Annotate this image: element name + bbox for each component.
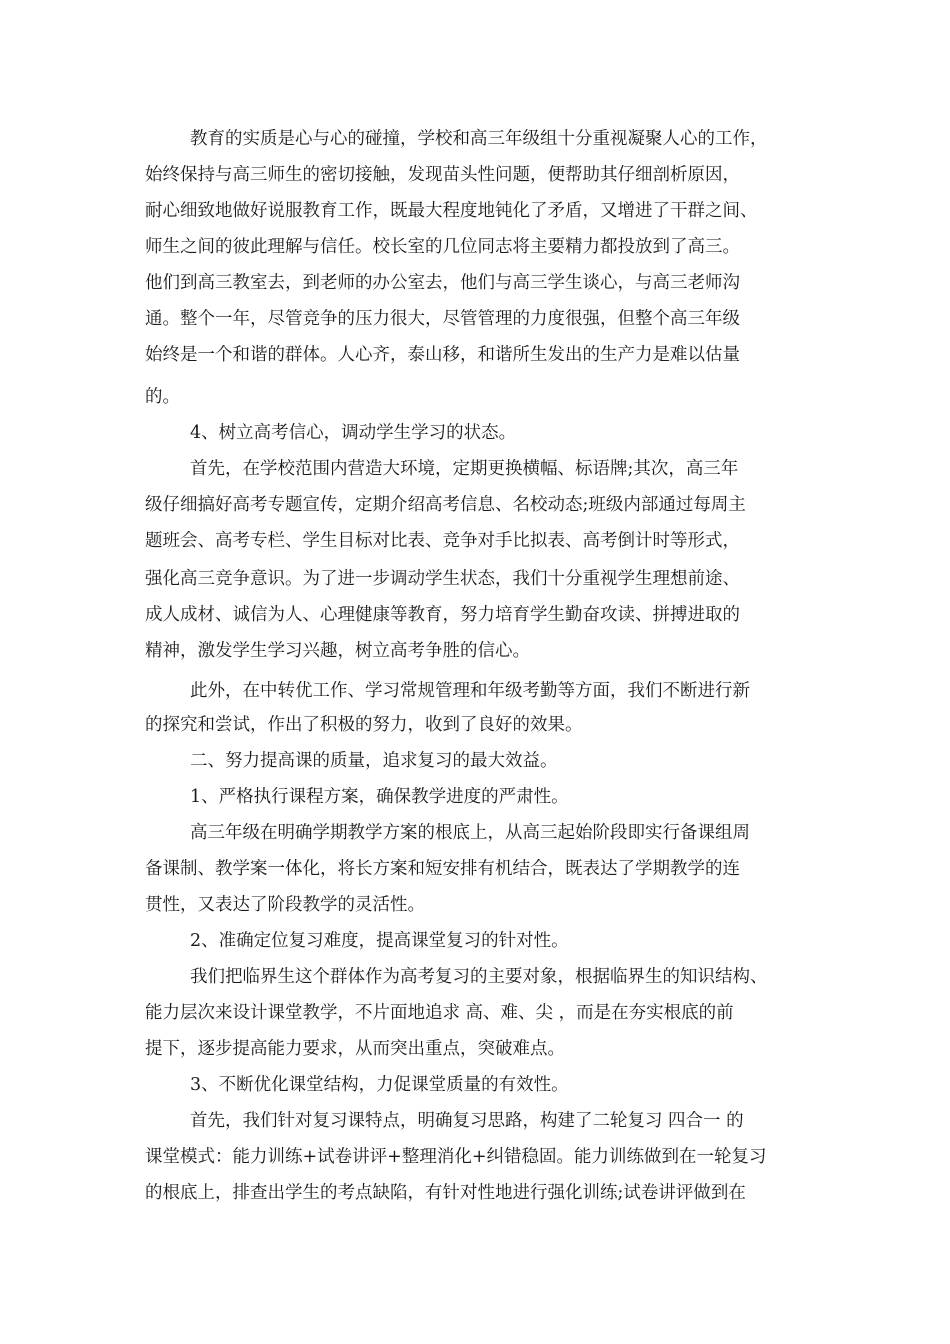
text-line: 强化高三竞争意识。为了进一步调动学生状态，我们十分重视学生理想前途、 bbox=[145, 569, 740, 589]
text-line: 此外，在中转优工作、学习常规管理和年级考勤等方面，我们不断进行新 bbox=[190, 681, 750, 701]
text-line: 始终是一个和谐的群体。人心齐，泰山移，和谐所生发出的生产力是难以估量 bbox=[145, 345, 740, 365]
text-line: 的探究和尝试，作出了积极的努力，收到了良好的效果。 bbox=[145, 715, 583, 735]
text-line: 题班会、高考专栏、学生目标对比表、竞争对手比拟表、高考倒计时等形式， bbox=[145, 531, 740, 551]
text-line: 提下，逐步提高能力要求，从而突出重点，突破难点。 bbox=[145, 1039, 565, 1059]
text-line: 备课制、教学案一体化，将长方案和短安排有机结合，既表达了学期教学的连 bbox=[145, 859, 740, 879]
text-line: 首先，在学校范围内营造大环境，定期更换横幅、标语牌;其次，高三年 bbox=[190, 459, 739, 479]
text-line: 贯性，又表达了阶段教学的灵活性。 bbox=[145, 895, 425, 915]
text-line: 高三年级在明确学期教学方案的根底上，从高三起始阶段即实行备课组周 bbox=[190, 823, 750, 843]
text-line: 我们把临界生这个群体作为高考复习的主要对象，根据临界生的知识结构、 bbox=[190, 967, 768, 987]
text-line: 通。整个一年，尽管竞争的压力很大，尽管管理的力度很强，但整个高三年级 bbox=[145, 309, 740, 329]
text-line: 课堂模式：能力训练+试卷讲评+整理消化+纠错稳固。能力训练做到在一轮复习 bbox=[145, 1147, 767, 1167]
text-line: 始终保持与高三师生的密切接触，发现苗头性问题，便帮助其仔细剖析原因， bbox=[145, 165, 740, 185]
text-line: 师生之间的彼此理解与信任。校长室的几位同志将主要精力都投放到了高三。 bbox=[145, 237, 740, 257]
text-line: 的根底上，排查出学生的考点缺陷，有针对性地进行强化训练;试卷讲评做到在 bbox=[145, 1183, 746, 1203]
text-line: 耐心细致地做好说服教育工作，既最大程度地钝化了矛盾，又增进了干群之间、 bbox=[145, 201, 758, 221]
text-line: 的。 bbox=[145, 387, 180, 407]
text-line: 他们到高三教室去，到老师的办公室去，他们与高三学生谈心，与高三老师沟 bbox=[145, 273, 740, 293]
section-heading: 3、不断优化课堂结构，力促课堂质量的有效性。 bbox=[190, 1075, 569, 1095]
text-line: 级仔细搞好高考专题宣传，定期介绍高考信息、名校动态;班级内部通过每周主 bbox=[145, 495, 746, 515]
text-line: 能力层次来设计课堂教学，不片面地追求 高、难、尖 ，而是在夯实根底的前 bbox=[145, 1003, 734, 1023]
section-heading: 2、准确定位复习难度，提高课堂复习的针对性。 bbox=[190, 931, 569, 951]
section-heading: 二、努力提高课的质量，追求复习的最大效益。 bbox=[190, 751, 558, 771]
text-line: 教育的实质是心与心的碰撞，学校和高三年级组十分重视凝聚人心的工作， bbox=[190, 129, 768, 149]
text-line: 精神，激发学生学习兴趣，树立高考争胜的信心。 bbox=[145, 641, 530, 661]
section-heading: 4、树立高考信心，调动学生学习的状态。 bbox=[190, 423, 517, 443]
section-heading: 1、严格执行课程方案，确保教学进度的严肃性。 bbox=[190, 787, 569, 807]
text-line: 成人成材、诚信为人、心理健康等教育，努力培育学生勤奋攻读、拼搏进取的 bbox=[145, 605, 740, 625]
text-line: 首先，我们针对复习课特点，明确复习思路，构建了二轮复习 四合一 的 bbox=[190, 1111, 744, 1131]
